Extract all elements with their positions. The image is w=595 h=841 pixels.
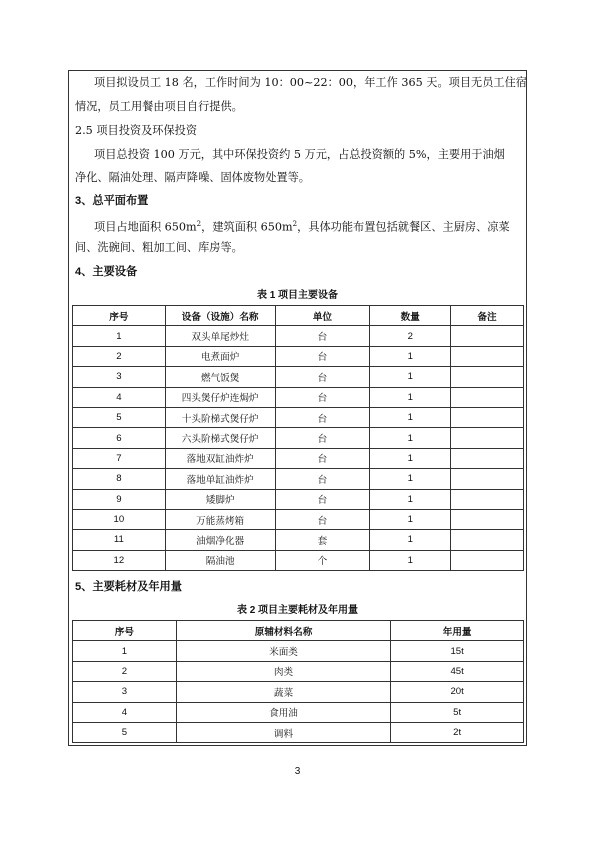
row-unit: 台 [275,469,370,489]
row-unit: 套 [275,530,370,550]
materials-table [72,620,524,743]
table-header-row [73,621,524,641]
row-remarks [451,346,524,366]
row-name: 落地双缸油炸炉 [165,448,275,468]
row-material: 食用油 [176,702,391,722]
table-row [73,641,524,661]
staff-paragraph-line-1: 项目拟设员工 18 名，工作时间为 10：00~22：00，年工作 365 天。项目无员工住宿 [94,76,527,89]
table-row [73,550,524,570]
table-row [73,326,524,346]
table-row [73,661,524,681]
row-unit: 台 [275,367,370,387]
table-2-caption: 表 2 项目主要耗材及年用量 [236,605,359,616]
row-index: 4 [73,387,166,407]
header-annual-usage: 年用量 [391,621,524,641]
row-unit: 台 [275,326,370,346]
row-quantity: 1 [370,448,451,468]
row-name: 矮脚炉 [165,489,275,509]
table-row [73,469,524,489]
section-2-5-heading: 2.5 项目投资及环保投资 [75,124,198,137]
header-material-name: 原辅材料名称 [176,621,391,641]
section-4-heading: 4、主要设备 [75,266,138,278]
investment-paragraph-line-1: 项目总投资 100 万元，其中环保投资约 5 万元，占总投资额的 5%，主要用于油烟 [94,148,505,161]
header-equipment-name: 设备（设施）名称 [165,306,275,326]
row-usage: 20t [391,682,524,702]
row-usage: 15t [391,641,524,661]
table-row [73,530,524,550]
row-index: 1 [73,641,177,661]
row-name: 双头单尾炒灶 [165,326,275,346]
staff-paragraph-line-2: 情况，员工用餐由项目自行提供。 [75,100,243,113]
page-number: 3 [294,766,301,777]
equipment-table [72,305,524,571]
row-material: 肉类 [176,661,391,681]
table-row [73,722,524,742]
row-unit: 台 [275,387,370,407]
superscript-2a: 2 [196,220,202,228]
row-remarks [451,367,524,387]
row-remarks [451,489,524,509]
table-row [73,448,524,468]
row-remarks [451,387,524,407]
row-remarks [451,428,524,448]
row-remarks [451,550,524,570]
row-quantity: 1 [370,346,451,366]
table-row [73,702,524,722]
row-usage: 5t [391,702,524,722]
row-name: 电煮面炉 [165,346,275,366]
row-index: 7 [73,448,166,468]
row-index: 5 [73,722,177,742]
row-index: 8 [73,469,166,489]
header-index: 序号 [73,621,177,641]
row-unit: 台 [275,489,370,509]
layout-text-c: ，具体功能布置包括就餐区、主厨房、凉菜 [297,220,510,234]
row-quantity: 1 [370,428,451,448]
table-row [73,509,524,529]
section-5-heading: 5、主要耗材及年用量 [75,581,182,593]
row-unit: 个 [275,550,370,570]
row-index: 4 [73,702,177,722]
row-quantity: 1 [370,550,451,570]
row-remarks [451,326,524,346]
row-unit: 台 [275,428,370,448]
row-index: 11 [73,530,166,550]
row-quantity: 1 [370,469,451,489]
layout-text-a: 项目占地面积 650m [94,220,197,234]
table-row [73,387,524,407]
row-unit: 台 [275,509,370,529]
table-row [73,407,524,427]
row-remarks [451,407,524,427]
superscript-2b: 2 [292,220,298,228]
row-name: 四头煲仔炉连焗炉 [165,387,275,407]
row-index: 2 [73,346,166,366]
row-name: 隔油池 [165,550,275,570]
row-quantity: 1 [370,367,451,387]
row-material: 蔬菜 [176,682,391,702]
table-row [73,428,524,448]
row-index: 10 [73,509,166,529]
row-material: 米面类 [176,641,391,661]
row-unit: 台 [275,407,370,427]
table-header-row [73,306,524,326]
row-name: 万能蒸烤箱 [165,509,275,529]
row-index: 3 [73,367,166,387]
row-material: 调料 [176,722,391,742]
section-3-heading: 3、总平面布置 [75,195,149,207]
row-name: 十头阶梯式煲仔炉 [165,407,275,427]
row-index: 3 [73,682,177,702]
row-index: 9 [73,489,166,509]
row-index: 2 [73,661,177,681]
layout-paragraph-line-2: 间、洗碗间、粗加工间、库房等。 [75,241,243,254]
row-quantity: 1 [370,509,451,529]
header-remarks: 备注 [451,306,524,326]
row-unit: 台 [275,448,370,468]
row-remarks [451,530,524,550]
row-name: 六头阶梯式煲仔炉 [165,428,275,448]
row-remarks [451,509,524,529]
row-name: 燃气饭煲 [165,367,275,387]
table-row [73,367,524,387]
row-remarks [451,448,524,468]
investment-paragraph-line-2: 净化、隔油处理、隔声降噪、固体废物处置等。 [75,171,310,184]
row-quantity: 1 [370,489,451,509]
row-index: 1 [73,326,166,346]
row-index: 6 [73,428,166,448]
row-name: 落地单缸油炸炉 [165,469,275,489]
layout-text-b: ，建筑面积 650m [201,220,293,234]
table-row [73,346,524,366]
layout-paragraph-line-1 [94,217,523,235]
row-remarks [451,469,524,489]
row-index: 12 [73,550,166,570]
row-quantity: 1 [370,407,451,427]
row-index: 5 [73,407,166,427]
row-usage: 2t [391,722,524,742]
row-usage: 45t [391,661,524,681]
table-row [73,489,524,509]
row-name: 油烟净化器 [165,530,275,550]
header-unit: 单位 [275,306,370,326]
row-quantity: 1 [370,530,451,550]
table-row [73,682,524,702]
row-quantity: 2 [370,326,451,346]
row-quantity: 1 [370,387,451,407]
header-quantity: 数量 [370,306,451,326]
table-1-caption: 表 1 项目主要设备 [256,290,339,301]
row-unit: 台 [275,346,370,366]
header-index: 序号 [73,306,166,326]
